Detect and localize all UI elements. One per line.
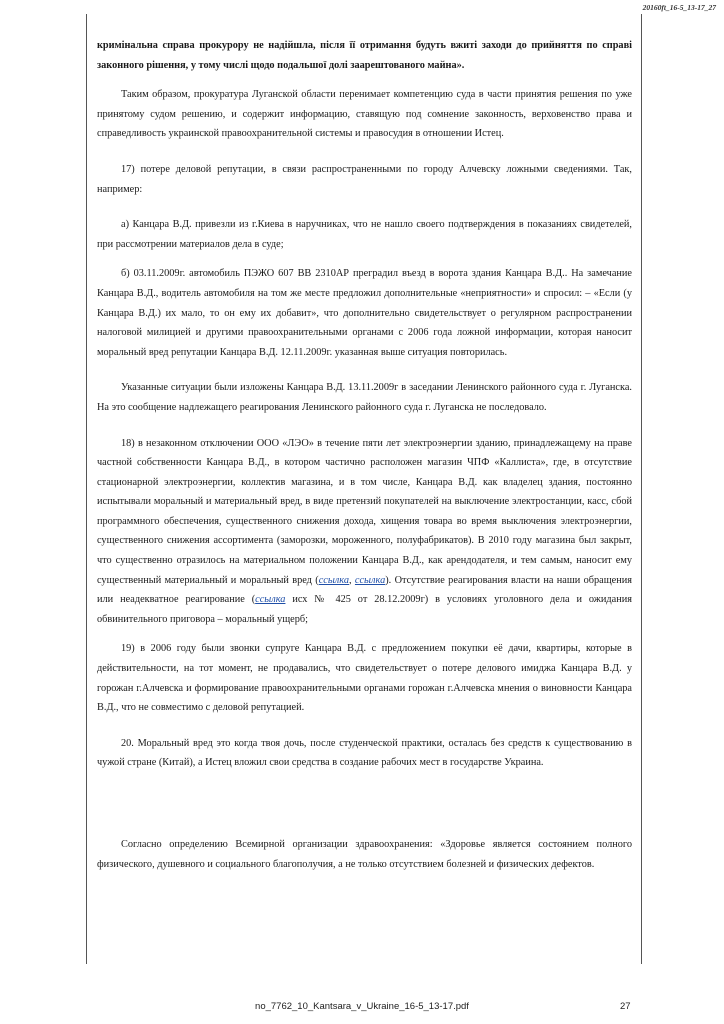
paragraph-18-text-b: ). Отсутствие реагирования власти на наши обращения или неадекватное реагирование ( (97, 574, 632, 606)
reference-link-3[interactable]: ссылка (255, 594, 286, 606)
paragraph-17-reputation: 17) потере деловой репутации, в связи распространенными по городу Алчевску ложными сведениями. Так, например: (97, 163, 632, 195)
paragraph-18-text-a: 18) в незаконном отключении ООО «ЛЭО» в течение пяти лет электроэнергии зданию, принадлежащему на праве частной собственности Канцара В.Д., в котором частично расположен магазин ЧПФ «Каллиста», где, в отсутствие стационарной электроэнергии, коллектив магазина, и в том числе, Канцара В.Д. как владелец здания, постоянно испытывали моральный и материальный вред, в виде претензий покупателей на выключение электростанции, касс, сбой программного обеспечения, существенного снижения дохода, хищения товара во время выключения электроэнергии, существенного снижения ассортимента (заморозки, мороженного, полуфабрикатов). В 2010 году магазина был закрыт, что существенно отразилось на материальном положении Канцара В.Д., как арендодателя, и тем самым, наносит ему существенный материальный и моральный вред ( (97, 437, 632, 586)
footer-filename: no_7762_10_Kantsara_v_Ukraine_16-5_13-17.pdf (255, 1001, 469, 1012)
paragraph-20-moral-damage: 20. Моральный вред это когда твоя дочь, после студенческой практики, осталась без средств к существованию в чужой стране (Китай), а Истец вложил свои средства в создание рабочих мест в государстве Украина. (97, 737, 632, 769)
paragraph-who-definition: Согласно определению Всемирной организации здравоохранения: «Здоровье является состоянием полного физического, душевного и социального благополучия, а не только отсутствием болезней и физических дефектов. (97, 839, 632, 870)
document-body (97, 36, 632, 874)
paragraph-18-text-c: исх № 425 от 28.12.2009г) в условиях уголовного дела и ожидания обвинительного приговора – моральный ущерб; (97, 594, 632, 625)
footer-page-number: 27 (620, 1001, 631, 1012)
paragraph-prosecutor-competence: Таким образом, прокуратура Луганской области перенимает компетенцию суда в части принятия решения по уже принятому судом решению, и содержит информацию, ставящую под сомнение законность, верховенство права и справедливость украинской правоохранительной системы и правосудия в отношении Истец. (97, 89, 632, 140)
reference-link-1[interactable]: ссылка (318, 574, 349, 586)
paragraph-ukrainian-quote: кримінальна справа прокурору не надійшла, після її отримання будуть вжиті заходи до прийняття по справі законного рішення, у тому числі щодо подальшої долі заарештованого майна». (97, 40, 632, 71)
reference-link-2[interactable]: ссылка (354, 574, 386, 586)
paragraph-18-electricity (97, 434, 632, 630)
link-separator: , (349, 574, 355, 586)
document-stamp: 20160ft_16-5_13-17_27 (642, 3, 716, 12)
paragraph-17a: а) Канцара В.Д. привезли из г.Киева в наручниках, что не нашло своего подтверждения в показаниях свидетелей, при рассмотрении материалов дела в суде; (97, 219, 632, 250)
paragraph-court-session: Указанные ситуации были изложены Канцара В.Д. 13.11.2009г в заседании Ленинского районного суда г. Луганска. На это сообщение надлежащего реагирования Ленинского районного суда г. Луганска не последовало. (97, 382, 632, 413)
paragraph-19-calls: 19) в 2006 году были звонки супруге Канцара В.Д. с предложением покупки её дачи, квартиры, которые в действительности, на тот момент, не продавались, что свидетельствует о потере делового имиджа Канцара В.Д. у горожан г.Алчевска и формирование правоохранительными органами горожан г.Алчевска мнения о виновности Канцара В.Д., что не совместимо с деловой репутацией. (97, 643, 632, 714)
paragraph-17b: б) 03.11.2009г. автомобиль ПЭЖО 607 ВВ 2310АР преградил въезд в ворота здания Канцара В.Д.. На замечание Канцара В.Д., водитель автомобиля на том же месте предложил дополнительные «неприятности» и спросил: – «Если (у Канцара В.Д.) их мало, то он ему их добавит», что дополнительно свидетельствует о регулярном распространении налоговой милицией и другими правоохранительными органами с 2006 года ложной информации, которая наносит моральный вред репутации Канцара В.Д. 12.11.2009г. указанная выше ситуация повторилась. (97, 268, 632, 358)
